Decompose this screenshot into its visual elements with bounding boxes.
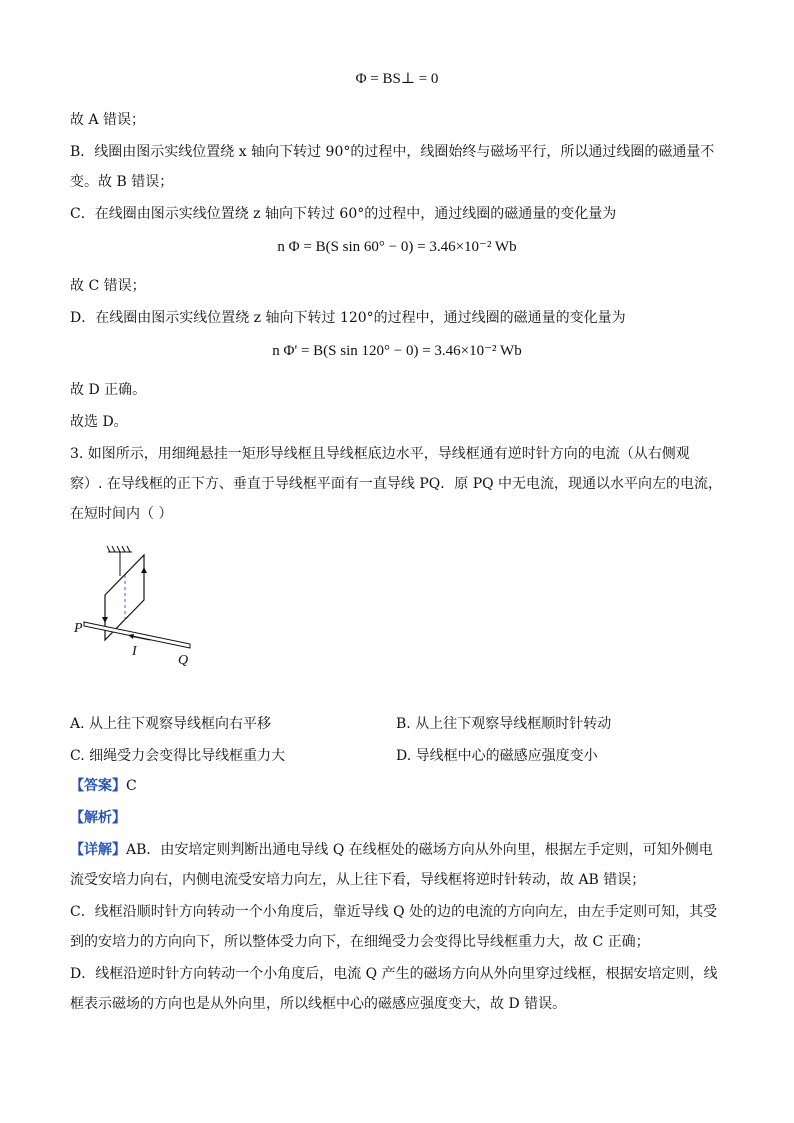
question-line: 3. 如图所示，用细绳悬挂一矩形导线框且导线框底边水平，导线框通有逆时针方向的电流（从右侧观	[70, 446, 690, 462]
text-line: 故 A 错误；	[70, 112, 146, 128]
formula-delta-flux-120: n Φ' = B(S sin 120° − 0) = 3.46×10⁻² Wb	[272, 343, 522, 359]
option-c: C. 细绳受力会变得比导线框重力大	[70, 748, 286, 764]
detail-tag: 【详解】	[70, 842, 126, 858]
wire-pq	[84, 622, 190, 648]
option-d: D. 导线框中心的磁感应强度变小	[396, 748, 598, 764]
text-line: 故 C 错误；	[70, 278, 146, 294]
analysis-line	[70, 808, 126, 828]
text-line: C．在线圈由图示实线位置绕 z 轴向下转过 60°的过程中，通过线圈的磁通量的变化量为	[70, 206, 617, 222]
label-p: P	[74, 621, 83, 636]
detail-line: 到的安培力的方向向下，所以整体受力向下，在细绳受力会变得比导线框重力大，故 C 正确；	[70, 934, 650, 950]
detail-line: D．线框沿逆时针方向转动一个小角度后，电流 Q 产生的磁场方向从外向里穿过线框，根据安培定则，线	[70, 966, 718, 982]
coil-diagram	[70, 540, 210, 675]
detail-line	[70, 840, 713, 860]
ceiling-support	[107, 546, 132, 552]
detail-line: C．线框沿顺时针方向转动一个小角度后，靠近导线 Q 处的边的电流的方向向左，由左手定则可知，其受	[70, 904, 718, 920]
formula-delta-flux-60: n Φ = B(S sin 60° − 0) = 3.46×10⁻² Wb	[277, 239, 517, 255]
analysis-tag: 【解析】	[70, 810, 126, 826]
down-arrow-icon	[102, 617, 108, 623]
detail-text: AB．由安培定则判断出通电导线 Q 在线框处的磁场方向从外向里，根据左手定则，可知外侧电	[126, 842, 713, 858]
question-line: 察）. 在导线框的正下方、垂直于导线框平面有一直导线 PQ．原 PQ 中无电流，现通以水平向左的电流，	[70, 476, 723, 492]
label-i: I	[132, 644, 137, 659]
option-a: A. 从上往下观察导线框向右平移	[70, 716, 272, 732]
text-line: 变。故 B 错误；	[70, 174, 174, 190]
answer-tag: 【答案】	[70, 778, 126, 794]
question-line: 在短时间内（ ）	[70, 506, 173, 522]
label-q: Q	[178, 653, 189, 668]
coil-figure	[70, 540, 210, 675]
text-line: B．线圈由图示实线位置绕 x 轴向下转过 90°的过程中，线圈始终与磁场平行，所以通过线圈的磁通量不	[70, 144, 715, 160]
option-b: B. 从上往下观察导线框顺时针转动	[396, 716, 612, 732]
text-line: D．在线圈由图示实线位置绕 z 轴向下转过 120°的过程中，通过线圈的磁通量的变化量为	[70, 310, 626, 326]
answer-value: C	[126, 778, 137, 794]
detail-line: 框表示磁场的方向也是从外向里，所以线框中心的磁感应强度变大，故 D 错误。	[70, 996, 567, 1012]
answer-line	[70, 776, 137, 796]
up-arrow-icon	[141, 567, 147, 573]
formula-flux-zero: Φ = BS⊥ = 0	[355, 71, 439, 87]
detail-line: 流受安培力向右，内侧电流受安培力向左，从上往下看，导线框将逆时针转动，故 AB 错误；	[70, 872, 646, 888]
text-line: 故 D 正确。	[70, 382, 147, 398]
text-line: 故选 D。	[70, 414, 128, 430]
